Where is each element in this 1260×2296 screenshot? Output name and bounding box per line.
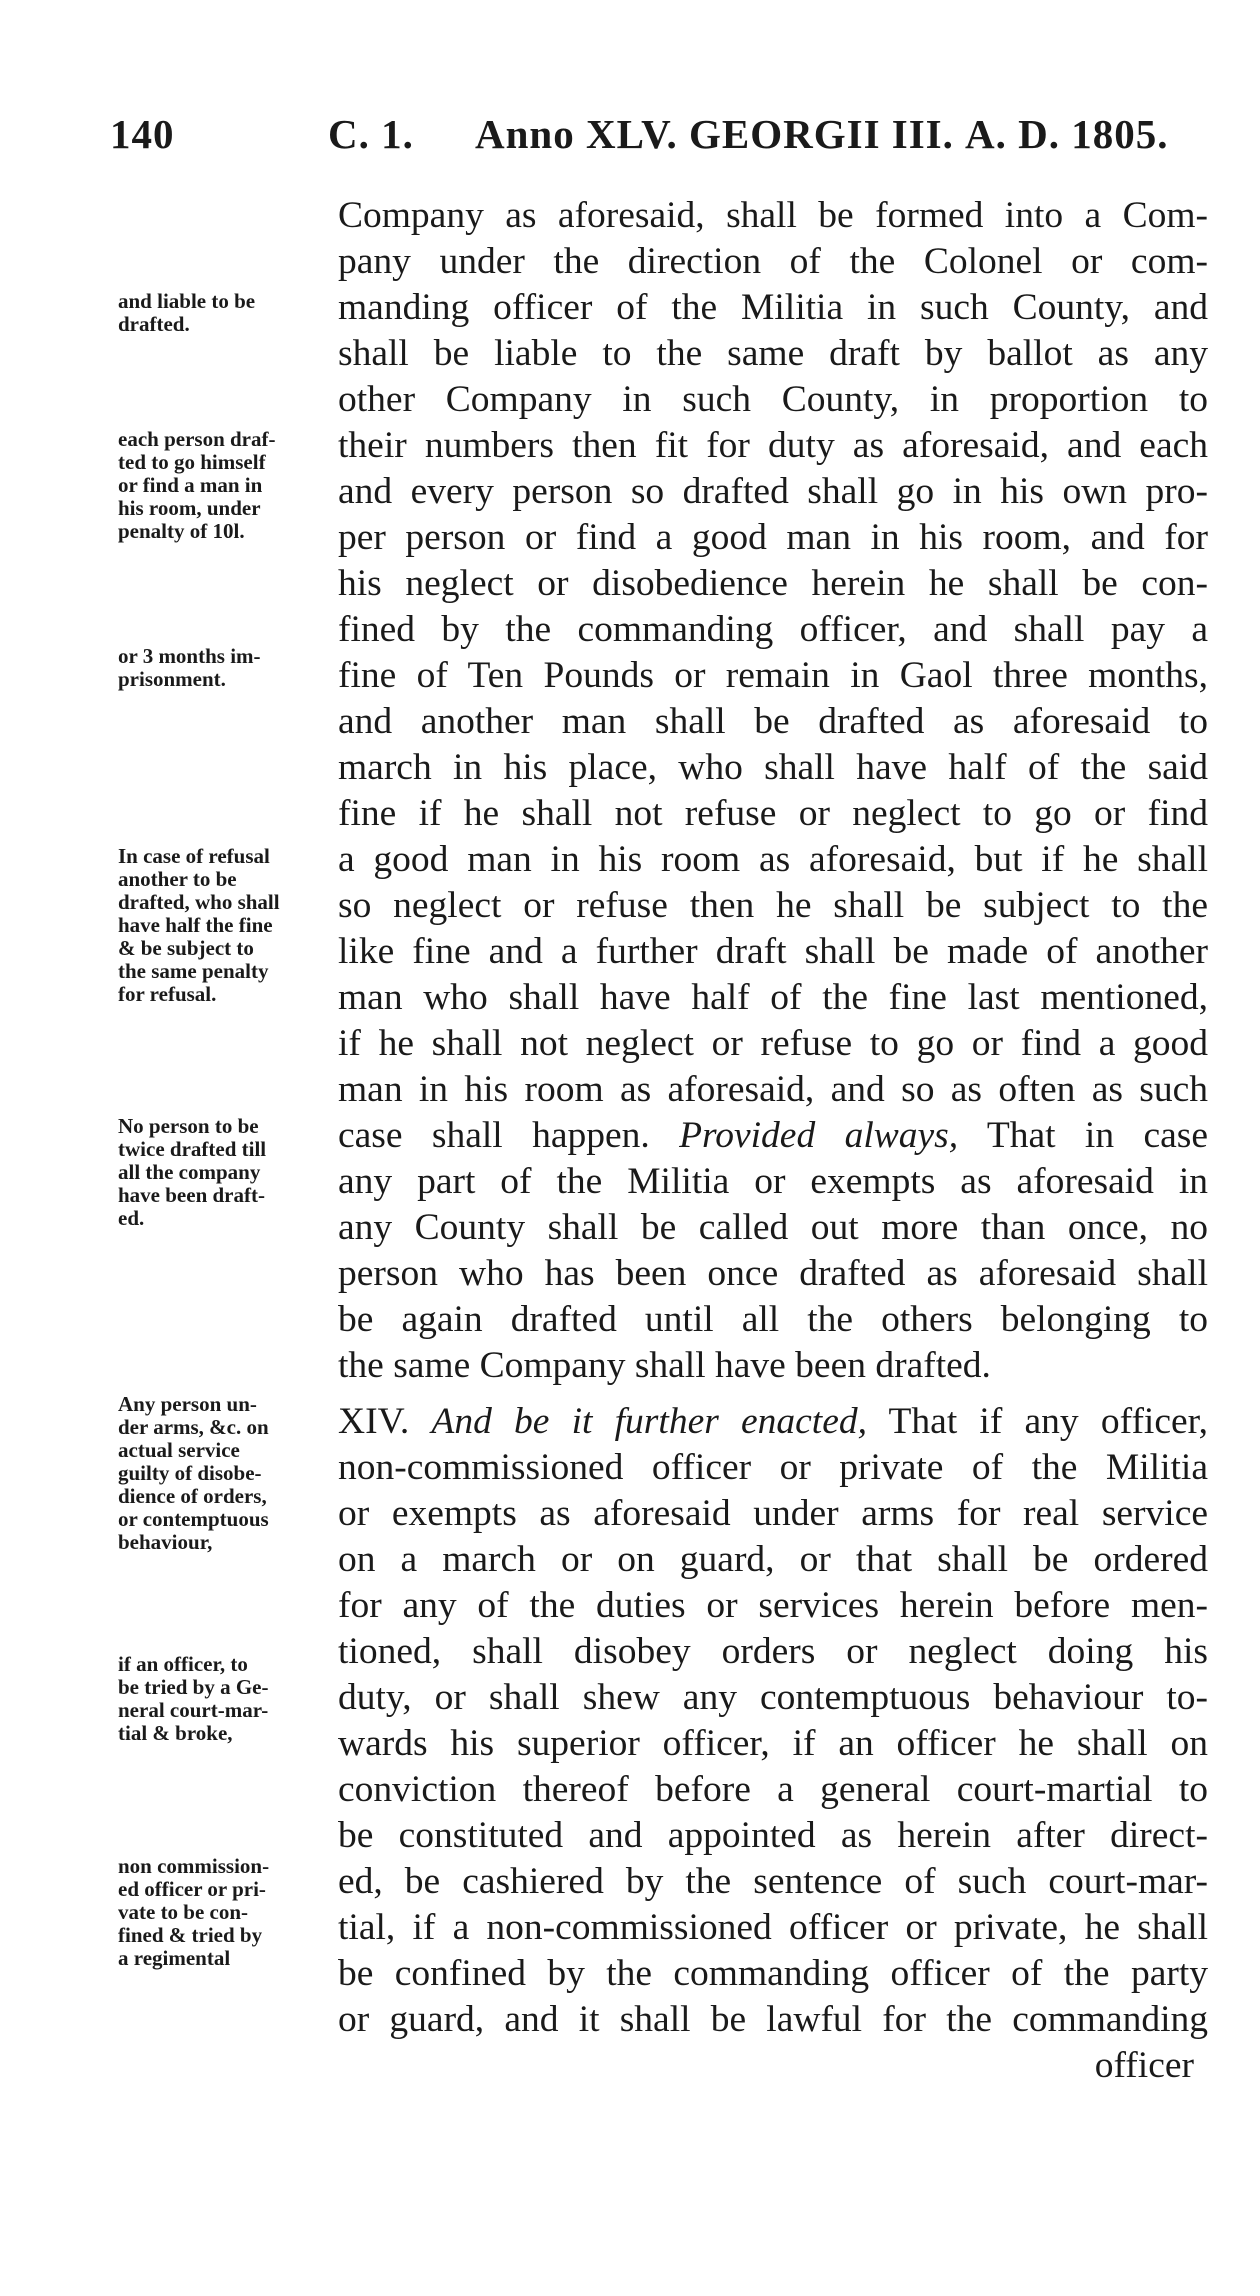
margin-note-line: the same penalty <box>118 959 269 983</box>
margin-note-line: dience of orders, <box>118 1484 267 1508</box>
margin-note-officer-court-martial <box>118 1653 323 1745</box>
text-line: any part of the Militia or exempts as aforesaid in <box>338 1161 1208 1202</box>
margin-note-line: Any person un- <box>118 1392 257 1416</box>
text-line: per person or find a good man in his room, and for <box>338 517 1208 558</box>
margin-note-line: neral court-mar- <box>118 1698 269 1722</box>
text-line: or guard, and it shall be lawful for the commanding <box>338 1999 1208 2040</box>
margin-note-line: be tried by a Ge- <box>118 1675 269 1699</box>
section-first-rest: That if any officer, <box>888 1401 1208 1442</box>
margin-note-line: prisonment. <box>118 667 226 691</box>
margin-note-line: and liable to be <box>118 289 256 313</box>
text-line: fined by the commanding officer, and shall pay a <box>338 609 1208 650</box>
margin-note-line: In case of refusal <box>118 844 270 868</box>
text-line: ed, be cashiered by the sentence of such court-mar- <box>338 1861 1208 1902</box>
enacting-clause: And be it further enacted, <box>431 1401 867 1442</box>
margin-note-line: No person to be <box>118 1114 259 1138</box>
text-line: march in his place, who shall have half of the said <box>338 747 1208 788</box>
margin-note-line: actual service <box>118 1438 240 1462</box>
text-line: fine of Ten Pounds or remain in Gaol three months, <box>338 655 1208 696</box>
margin-note-imprisonment <box>118 645 323 691</box>
margin-note-line: for refusal. <box>118 982 217 1006</box>
text-line: man who shall have half of the fine last mentioned, <box>338 977 1208 1018</box>
margin-note-liable-drafted <box>118 290 323 336</box>
margin-note-line: drafted, who shall <box>118 890 280 914</box>
margin-note-line: a regimental <box>118 1946 231 1970</box>
text-line: other Company in such County, in proportion to <box>338 379 1208 420</box>
text-line: their numbers then fit for duty as aforesaid, and each <box>338 425 1208 466</box>
text-line: tial, if a non-commissioned officer or private, he shall <box>338 1907 1208 1948</box>
regnal-year: Anno XLV. GEORGII III. <box>475 111 954 157</box>
margin-note-line: & be subject to <box>118 936 254 960</box>
text-line: duty, or shall shew any contemptuous behaviour to- <box>338 1677 1208 1718</box>
main-text <box>338 193 1208 2089</box>
margin-note-line: or 3 months im- <box>118 644 261 668</box>
text-line: shall be liable to the same draft by ballot as any <box>338 333 1208 374</box>
running-header <box>110 110 1210 170</box>
margin-note-line: or contemptuous <box>118 1507 269 1531</box>
text-line-provided <box>338 1113 1208 1159</box>
text-line: wards his superior officer, if an officer he shall on <box>338 1723 1208 1764</box>
margin-note-line: guilty of disobe- <box>118 1461 262 1485</box>
text-line: his neglect or disobedience herein he shall be con- <box>338 563 1208 604</box>
text-line: on a march or on guard, or that shall be ordered <box>338 1539 1208 1580</box>
text-line: tioned, shall disobey orders or neglect doing his <box>338 1631 1208 1672</box>
text-line: conviction thereof before a general court-martial to <box>338 1769 1208 1810</box>
margin-note-disobedience <box>118 1393 323 1554</box>
text-line: Company as aforesaid, shall be formed into a Com- <box>338 195 1208 236</box>
text-line: manding officer of the Militia in such County, and <box>338 287 1208 328</box>
margin-note-penalty <box>118 428 323 543</box>
page-number: 140 <box>110 111 175 157</box>
provided-line-start: case shall happen. <box>338 1115 650 1156</box>
margin-note-line: drafted. <box>118 312 190 336</box>
margin-note-twice-drafted <box>118 1115 323 1230</box>
margin-note-line: have half the fine <box>118 913 273 937</box>
text-line: person who has been once drafted as aforesaid shall <box>338 1253 1208 1294</box>
text-line: be again drafted until all the others belonging to <box>338 1299 1208 1340</box>
text-line: for any of the duties or services herein before men- <box>338 1585 1208 1626</box>
margin-note-line: or find a man in <box>118 473 263 497</box>
margin-note-line: tial & broke, <box>118 1721 233 1745</box>
margin-note-line: behaviour, <box>118 1530 213 1554</box>
chapter-label: C. 1. <box>328 111 414 157</box>
margin-note-line: non commission- <box>118 1854 270 1878</box>
text-line: or exempts as aforesaid under arms for real service <box>338 1493 1208 1534</box>
margin-note-refusal <box>118 845 323 1006</box>
margin-note-line: each person draf- <box>118 427 276 451</box>
margin-note-line: ted to go himself <box>118 450 266 474</box>
margin-note-line: ed. <box>118 1206 145 1230</box>
margin-note-line: ed officer or pri- <box>118 1877 266 1901</box>
margin-note-line: have been draft- <box>118 1183 265 1207</box>
margin-note-non-commissioned <box>118 1855 323 1970</box>
year-label: A. D. 1805. <box>965 111 1169 157</box>
text-line: a good man in his room as aforesaid, but if he shall <box>338 839 1208 880</box>
margin-note-line: if an officer, to <box>118 1652 248 1676</box>
text-line: pany under the direction of the Colonel or com- <box>338 241 1208 282</box>
text-line: any County shall be called out more than once, no <box>338 1207 1208 1248</box>
margin-note-line: der arms, &c. on <box>118 1415 269 1439</box>
text-line: and another man shall be drafted as aforesaid to <box>338 701 1208 742</box>
text-line: be confined by the commanding officer of the party <box>338 1953 1208 1994</box>
text-line: man in his room as aforesaid, and so as often as such <box>338 1069 1208 1110</box>
text-line: non-commissioned officer or private of the Militia <box>338 1447 1208 1488</box>
text-line: the same Company shall have been drafted. <box>338 1345 991 1386</box>
margin-note-line: vate to be con- <box>118 1900 249 1924</box>
provided-line-end: That in case <box>986 1115 1208 1156</box>
text-line: so neglect or refuse then he shall be subject to the <box>338 885 1208 926</box>
margin-note-line: fined & tried by <box>118 1923 263 1947</box>
margin-note-line: all the company <box>118 1160 261 1184</box>
section-number: XIV. <box>338 1401 410 1442</box>
margin-note-line: another to be <box>118 867 237 891</box>
margin-note-line: penalty of 10l. <box>118 519 245 543</box>
margin-note-line: twice drafted till <box>118 1137 267 1161</box>
text-line: if he shall not neglect or refuse to go or find a good <box>338 1023 1208 1064</box>
text-line: be constituted and appointed as herein after direct- <box>338 1815 1208 1856</box>
text-line: fine if he shall not refuse or neglect to go or find <box>338 793 1208 834</box>
catchword: officer <box>1094 2045 1194 2086</box>
margin-note-line: his room, under <box>118 496 261 520</box>
text-line: and every person so drafted shall go in his own pro- <box>338 471 1208 512</box>
section-heading-line <box>338 1399 1208 1445</box>
provided-always-phrase: Provided always, <box>679 1115 959 1156</box>
text-line: like fine and a further draft shall be made of another <box>338 931 1208 972</box>
